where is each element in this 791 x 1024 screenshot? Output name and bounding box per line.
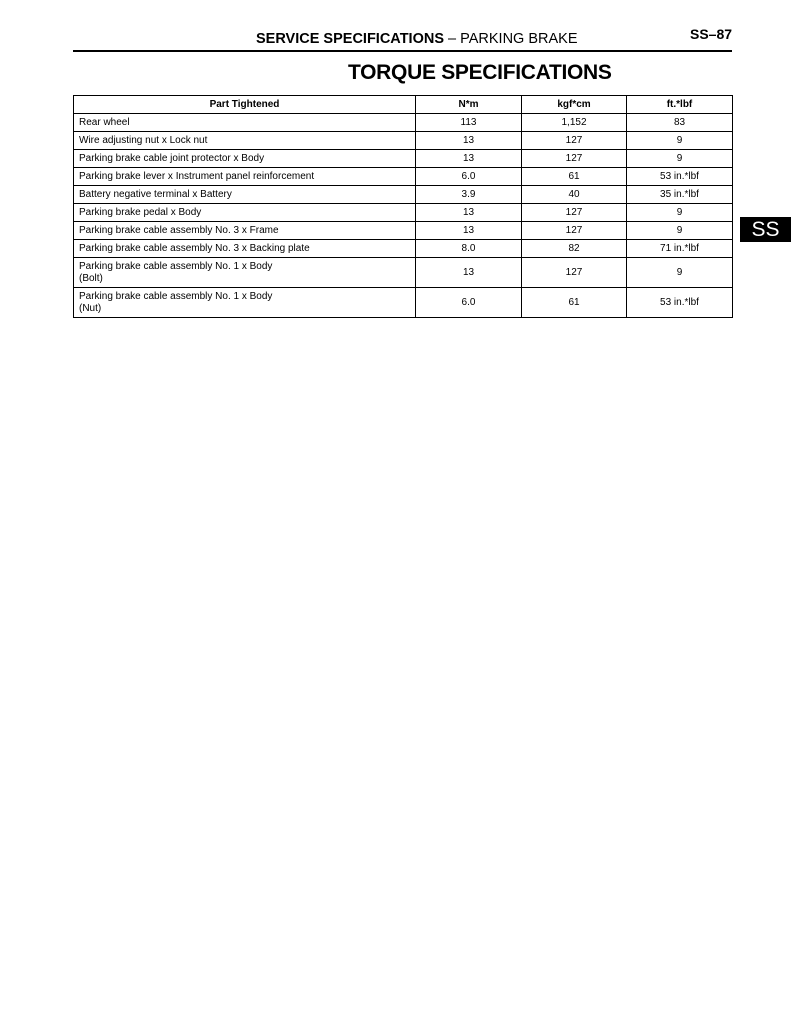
part-cell: [74, 204, 416, 222]
table-row: [74, 258, 733, 288]
page-number: SS–87: [690, 26, 733, 42]
ftlbf-cell: 9: [627, 258, 733, 288]
torque-spec-table: [73, 95, 733, 318]
table-row: [74, 150, 733, 168]
section-name: SERVICE SPECIFICATIONS: [256, 31, 444, 47]
ftlbf-cell: 71 in.*lbf: [627, 240, 733, 258]
header-separator: –: [448, 31, 457, 47]
part-cell: [74, 132, 416, 150]
nm-cell: 6.0: [416, 288, 522, 318]
nm-cell: 13: [416, 204, 522, 222]
ftlbf-cell: 83: [627, 114, 733, 132]
header-divider: [73, 50, 732, 52]
part-name: Parking brake pedal x Body: [79, 206, 202, 218]
ftlbf-cell: 35 in.*lbf: [627, 186, 733, 204]
nm-cell: 13: [416, 222, 522, 240]
table-row: [74, 114, 733, 132]
column-header-kgfcm: kgf*cm: [522, 96, 627, 114]
table-row: [74, 204, 733, 222]
section-tab: SS: [740, 217, 791, 242]
part-name: Parking brake cable assembly No. 3 x Backing plate: [79, 242, 310, 254]
column-header-part: Part Tightened: [74, 96, 416, 114]
part-fastener-note: (Nut): [79, 302, 102, 314]
part-name: Parking brake cable assembly No. 3 x Frame: [79, 224, 279, 236]
page-title: TORQUE SPECIFICATIONS: [348, 61, 612, 84]
ftlbf-cell: 53 in.*lbf: [627, 168, 733, 186]
nm-cell: 113: [416, 114, 522, 132]
part-name: Parking brake cable joint protector x Body: [79, 152, 265, 164]
part-name: Wire adjusting nut x Lock nut: [79, 134, 208, 146]
part-cell: [74, 168, 416, 186]
kgfcm-cell: 127: [522, 150, 627, 168]
section-header: [256, 31, 578, 47]
part-name: Parking brake lever x Instrument panel reinforcement: [79, 170, 315, 182]
table-row: [74, 288, 733, 318]
part-name: Rear wheel: [79, 116, 130, 128]
kgfcm-cell: 82: [522, 240, 627, 258]
subsection-name: PARKING BRAKE: [460, 31, 578, 47]
nm-cell: 3.9: [416, 186, 522, 204]
nm-cell: 13: [416, 132, 522, 150]
part-cell: [74, 186, 416, 204]
ftlbf-cell: 9: [627, 132, 733, 150]
kgfcm-cell: 61: [522, 168, 627, 186]
part-cell: [74, 258, 416, 288]
part-cell: [74, 240, 416, 258]
table-row: [74, 168, 733, 186]
part-cell: [74, 222, 416, 240]
part-name: Parking brake cable assembly No. 1 x Body: [79, 290, 273, 302]
ftlbf-cell: 9: [627, 150, 733, 168]
column-header-ftlbf: ft.*lbf: [627, 96, 733, 114]
kgfcm-cell: 61: [522, 288, 627, 318]
part-fastener-note: (Bolt): [79, 272, 103, 284]
ftlbf-cell: 9: [627, 222, 733, 240]
part-name: Parking brake cable assembly No. 1 x Body: [79, 260, 273, 272]
table-header-row: [74, 96, 733, 114]
kgfcm-cell: 40: [522, 186, 627, 204]
part-cell: [74, 150, 416, 168]
ftlbf-cell: 9: [627, 204, 733, 222]
part-name: Battery negative terminal x Battery: [79, 188, 232, 200]
nm-cell: 13: [416, 150, 522, 168]
ftlbf-cell: 53 in.*lbf: [627, 288, 733, 318]
part-cell: [74, 288, 416, 318]
table-row: [74, 132, 733, 150]
part-cell: [74, 114, 416, 132]
kgfcm-cell: 1,152: [522, 114, 627, 132]
table-row: [74, 186, 733, 204]
table-row: [74, 222, 733, 240]
kgfcm-cell: 127: [522, 204, 627, 222]
column-header-nm: N*m: [416, 96, 522, 114]
table-row: [74, 240, 733, 258]
nm-cell: 13: [416, 258, 522, 288]
nm-cell: 8.0: [416, 240, 522, 258]
kgfcm-cell: 127: [522, 258, 627, 288]
kgfcm-cell: 127: [522, 132, 627, 150]
nm-cell: 6.0: [416, 168, 522, 186]
kgfcm-cell: 127: [522, 222, 627, 240]
